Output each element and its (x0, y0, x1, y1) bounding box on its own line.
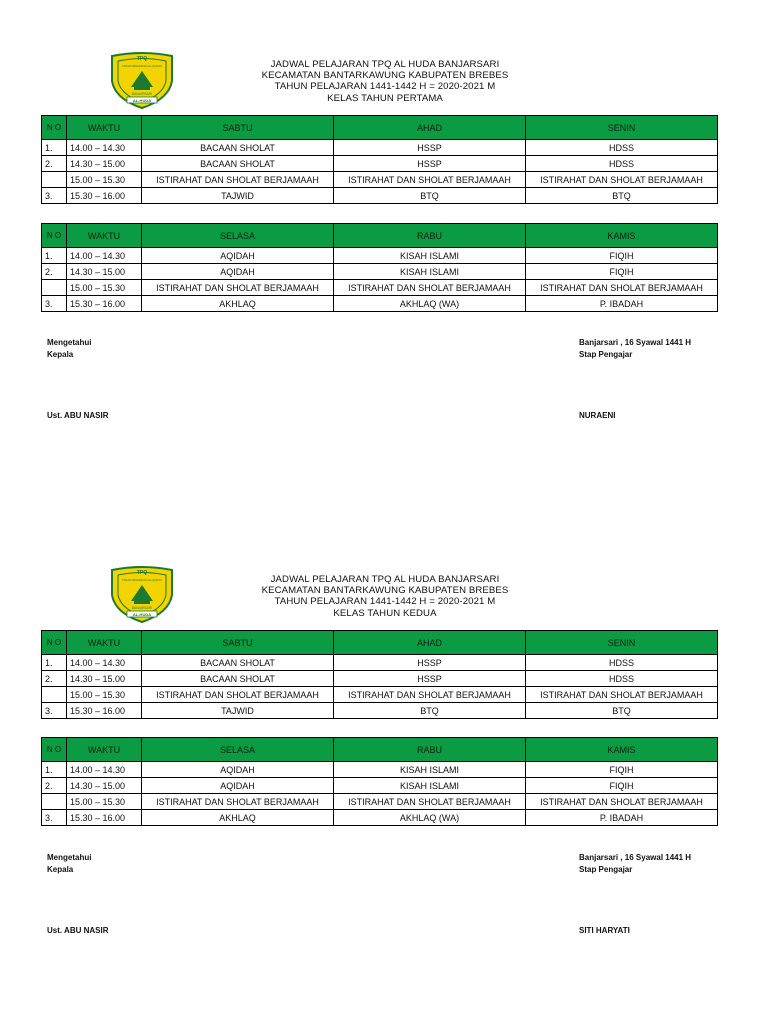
subject-cell: AQIDAH (142, 248, 334, 264)
table-row (42, 655, 718, 671)
signatory-name-left: Ust. ABU NASIR (47, 926, 109, 935)
subject-cell: ISTIRAHAT DAN SHOLAT BERJAMAAH (334, 280, 526, 296)
col-header-time: WAKTU (67, 631, 142, 655)
table-row (42, 296, 718, 312)
subject-cell: BTQ (334, 703, 526, 719)
row-time: 15.00 – 15.30 (67, 172, 142, 188)
svg-text:TAMAN PENDIDIKAN AL-QUR'AN: TAMAN PENDIDIKAN AL-QUR'AN (122, 579, 162, 582)
role-label: Stap Pengajar (579, 350, 633, 359)
row-time: 15.30 – 16.00 (67, 296, 142, 312)
year-line: TAHUN PELAJARAN 1441-1442 H = 2020-2021 M (274, 81, 496, 93)
subject-cell: HDSS (526, 671, 718, 687)
subject-cell: ISTIRAHAT DAN SHOLAT BERJAMAAH (526, 687, 718, 703)
table-row (42, 188, 718, 204)
table-header-row (42, 224, 718, 248)
col-header-day: SABTU (142, 631, 334, 655)
subject-cell: HSSP (334, 655, 526, 671)
subject-cell: FIQIH (526, 264, 718, 280)
subject-cell: FIQIH (526, 762, 718, 778)
subject-cell: HSSP (334, 156, 526, 172)
col-header-day: SENIN (526, 631, 718, 655)
role-label: Kepala (47, 865, 74, 874)
acknowledge-label: Mengetahui (47, 853, 92, 862)
signatory-name-right: SITI HARYATI (579, 926, 630, 935)
schedule-table (41, 223, 718, 312)
schedule-table (41, 737, 718, 826)
subject-cell: HSSP (334, 140, 526, 156)
col-header-no: N O (42, 224, 67, 248)
subject-cell: KISAH ISLAMI (334, 248, 526, 264)
year-line: TAHUN PELAJARAN 1441-1442 H = 2020-2021 M (274, 596, 496, 608)
schedule-header (170, 59, 600, 104)
table-row (42, 794, 718, 810)
row-number: 2. (42, 671, 67, 687)
table-row (42, 687, 718, 703)
place-date-label: Banjarsari , 16 Syawal 1441 H (579, 853, 692, 862)
subject-cell: P. IBADAH (526, 810, 718, 826)
schedule-table (41, 630, 718, 719)
subject-cell: BACAAN SHOLAT (142, 655, 334, 671)
row-number: 1. (42, 140, 67, 156)
subject-cell: TAJWID (142, 188, 334, 204)
col-header-day: SENIN (526, 116, 718, 140)
tpq-logo-icon (109, 51, 175, 109)
row-time: 14.30 – 15.00 (67, 778, 142, 794)
row-number: 1. (42, 655, 67, 671)
acknowledge-label: Mengetahui (47, 338, 92, 347)
district-line: KECAMATAN BANTARKAWUNG KABUPATEN BREBES (261, 585, 509, 597)
signatory-name-right: NURAENI (579, 411, 616, 420)
subject-cell: AQIDAH (142, 778, 334, 794)
subject-cell: AQIDAH (142, 762, 334, 778)
subject-cell: KISAH ISLAMI (334, 264, 526, 280)
table-row (42, 671, 718, 687)
row-time: 14.00 – 14.30 (67, 248, 142, 264)
subject-cell: AKHLAQ (142, 810, 334, 826)
signature-left (47, 337, 91, 361)
col-header-day: SELASA (142, 224, 334, 248)
subject-cell: ISTIRAHAT DAN SHOLAT BERJAMAAH (334, 172, 526, 188)
row-number (42, 687, 67, 703)
subject-cell: AKHLAQ (WA) (334, 296, 526, 312)
col-header-day: AHAD (334, 116, 526, 140)
col-header-time: WAKTU (67, 738, 142, 762)
svg-text:BANJARSARI: BANJARSARI (131, 606, 153, 610)
subject-cell: FIQIH (526, 778, 718, 794)
row-number: 2. (42, 264, 67, 280)
signature-right (579, 852, 691, 876)
subject-cell: ISTIRAHAT DAN SHOLAT BERJAMAAH (142, 172, 334, 188)
subject-cell: BACAAN SHOLAT (142, 156, 334, 172)
svg-text:AL-HUDA: AL-HUDA (132, 612, 152, 617)
subject-cell: FIQIH (526, 248, 718, 264)
subject-cell: ISTIRAHAT DAN SHOLAT BERJAMAAH (526, 794, 718, 810)
schedule-table (41, 115, 718, 204)
col-header-day: AHAD (334, 631, 526, 655)
row-number: 3. (42, 296, 67, 312)
subject-cell: BACAAN SHOLAT (142, 671, 334, 687)
table-row (42, 140, 718, 156)
row-time: 15.30 – 16.00 (67, 810, 142, 826)
row-time: 14.30 – 15.00 (67, 671, 142, 687)
subject-cell: ISTIRAHAT DAN SHOLAT BERJAMAAH (142, 280, 334, 296)
col-header-no: N O (42, 116, 67, 140)
svg-text:TAMAN PENDIDIKAN AL-QUR'AN: TAMAN PENDIDIKAN AL-QUR'AN (122, 65, 162, 68)
table-row (42, 264, 718, 280)
col-header-time: WAKTU (67, 116, 142, 140)
subject-cell: BTQ (526, 188, 718, 204)
row-number: 3. (42, 188, 67, 204)
table-header-row (42, 116, 718, 140)
subject-cell: ISTIRAHAT DAN SHOLAT BERJAMAAH (334, 794, 526, 810)
row-time: 14.00 – 14.30 (67, 140, 142, 156)
table-row (42, 762, 718, 778)
svg-text:TPQ: TPQ (136, 570, 148, 576)
table-row (42, 280, 718, 296)
table-header-row (42, 631, 718, 655)
subject-cell: BTQ (334, 188, 526, 204)
subject-cell: HSSP (334, 671, 526, 687)
row-number: 3. (42, 703, 67, 719)
school-title: JADWAL PELAJARAN TPQ AL HUDA BANJARSARI (270, 574, 500, 585)
row-number (42, 794, 67, 810)
table-row (42, 778, 718, 794)
subject-cell: ISTIRAHAT DAN SHOLAT BERJAMAAH (526, 172, 718, 188)
schedule-header (170, 574, 600, 619)
row-number (42, 280, 67, 296)
role-label: Kepala (47, 350, 74, 359)
row-time: 14.30 – 15.00 (67, 156, 142, 172)
row-number: 1. (42, 248, 67, 264)
place-date-label: Banjarsari , 16 Syawal 1441 H (579, 338, 692, 347)
col-header-day: RABU (334, 738, 526, 762)
subject-cell: ISTIRAHAT DAN SHOLAT BERJAMAAH (142, 687, 334, 703)
subject-cell: BACAAN SHOLAT (142, 140, 334, 156)
tpq-logo-icon (109, 565, 175, 623)
subject-cell: TAJWID (142, 703, 334, 719)
subject-cell: BTQ (526, 703, 718, 719)
svg-text:BANJARSARI: BANJARSARI (131, 92, 153, 96)
class-line: KELAS TAHUN KEDUA (333, 607, 437, 619)
subject-cell: AKHLAQ (WA) (334, 810, 526, 826)
row-number (42, 172, 67, 188)
col-header-day: KAMIS (526, 738, 718, 762)
col-header-day: RABU (334, 224, 526, 248)
subject-cell: AKHLAQ (142, 296, 334, 312)
subject-cell: ISTIRAHAT DAN SHOLAT BERJAMAAH (142, 794, 334, 810)
subject-cell: AQIDAH (142, 264, 334, 280)
class-line: KELAS TAHUN PERTAMA (327, 92, 443, 104)
subject-cell: HDSS (526, 140, 718, 156)
row-time: 15.00 – 15.30 (67, 280, 142, 296)
schedule-section-2 (0, 515, 768, 1024)
role-label: Stap Pengajar (579, 865, 633, 874)
svg-text:TPQ: TPQ (136, 56, 148, 62)
col-header-time: WAKTU (67, 224, 142, 248)
row-number: 2. (42, 778, 67, 794)
table-row (42, 172, 718, 188)
table-row (42, 703, 718, 719)
row-time: 15.00 – 15.30 (67, 794, 142, 810)
subject-cell: HDSS (526, 655, 718, 671)
col-header-day: KAMIS (526, 224, 718, 248)
row-time: 14.00 – 14.30 (67, 762, 142, 778)
svg-text:AL-HUDA: AL-HUDA (132, 98, 152, 103)
signature-left (47, 852, 91, 876)
signature-right (579, 337, 691, 361)
table-row (42, 810, 718, 826)
col-header-no: N O (42, 631, 67, 655)
row-number: 1. (42, 762, 67, 778)
row-time: 15.00 – 15.30 (67, 687, 142, 703)
col-header-no: N O (42, 738, 67, 762)
school-title: JADWAL PELAJARAN TPQ AL HUDA BANJARSARI (270, 59, 500, 70)
table-row (42, 156, 718, 172)
row-time: 15.30 – 16.00 (67, 703, 142, 719)
subject-cell: KISAH ISLAMI (334, 762, 526, 778)
subject-cell: ISTIRAHAT DAN SHOLAT BERJAMAAH (526, 280, 718, 296)
signatory-name-left: Ust. ABU NASIR (47, 411, 109, 420)
subject-cell: P. IBADAH (526, 296, 718, 312)
row-number: 2. (42, 156, 67, 172)
subject-cell: HDSS (526, 156, 718, 172)
subject-cell: ISTIRAHAT DAN SHOLAT BERJAMAAH (334, 687, 526, 703)
table-row (42, 248, 718, 264)
row-time: 14.30 – 15.00 (67, 264, 142, 280)
subject-cell: KISAH ISLAMI (334, 778, 526, 794)
row-time: 14.00 – 14.30 (67, 655, 142, 671)
col-header-day: SELASA (142, 738, 334, 762)
row-time: 15.30 – 16.00 (67, 188, 142, 204)
district-line: KECAMATAN BANTARKAWUNG KABUPATEN BREBES (261, 70, 509, 82)
table-header-row (42, 738, 718, 762)
col-header-day: SABTU (142, 116, 334, 140)
row-number: 3. (42, 810, 67, 826)
